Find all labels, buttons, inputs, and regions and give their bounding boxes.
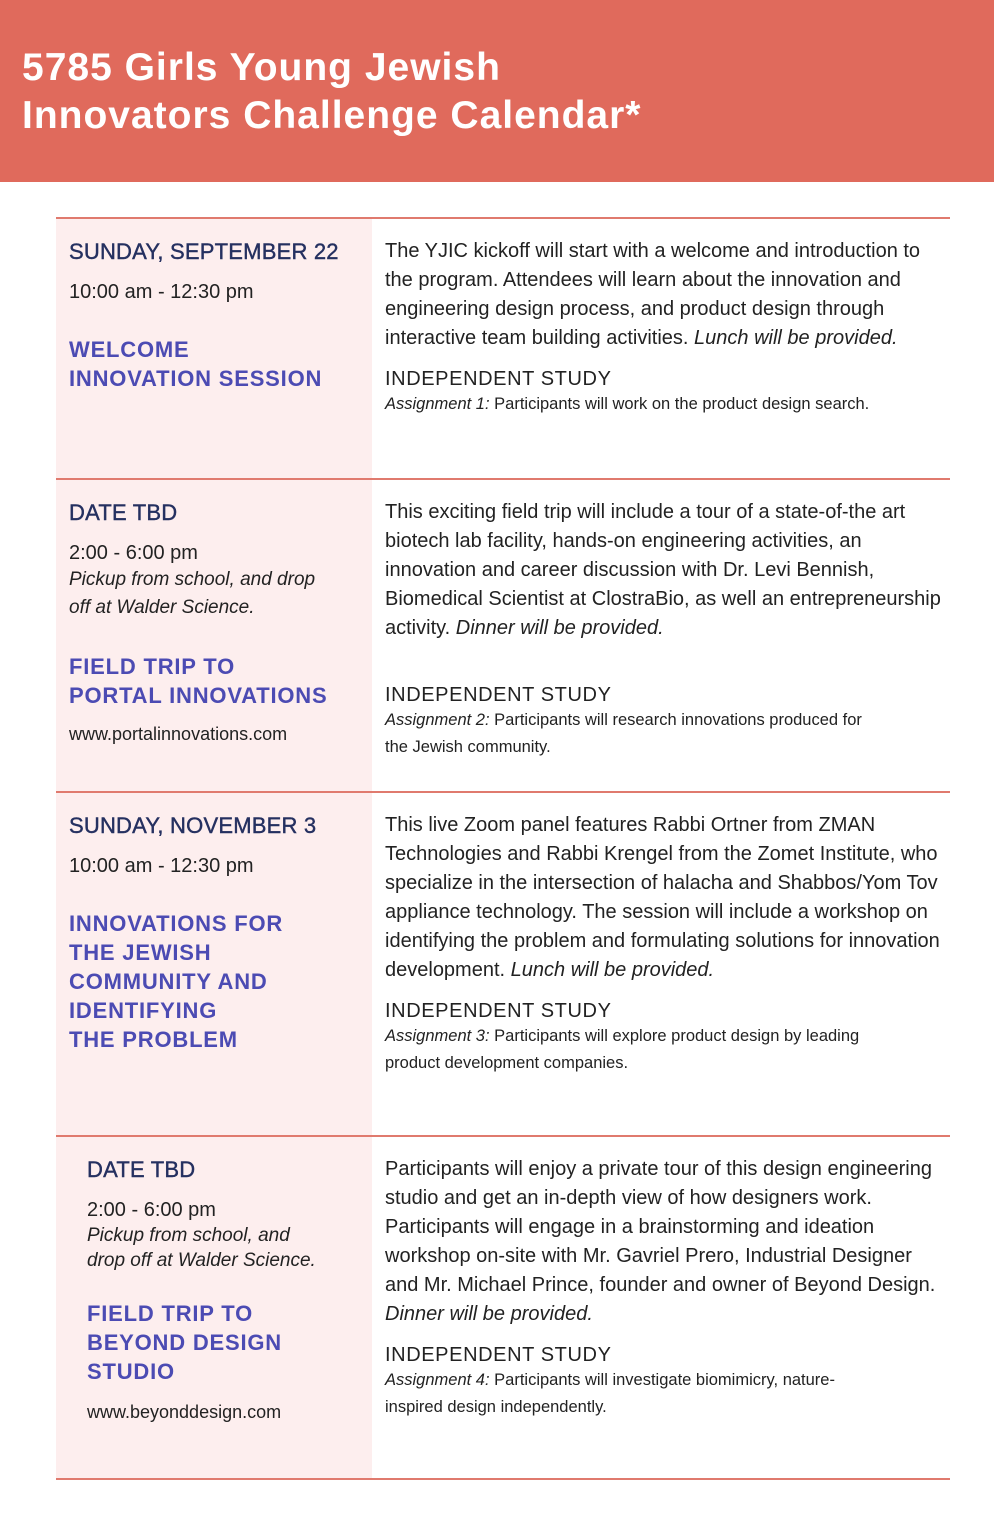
event-3-session-line2: THE JEWISH: [69, 940, 212, 965]
event-2-session-line1: FIELD TRIP TO: [69, 654, 236, 679]
event-4-study-title: INDEPENDENT STUDY: [385, 1344, 612, 1366]
event-2-description: [385, 498, 942, 643]
event-3-session-line3: COMMUNITY AND: [69, 969, 268, 994]
event-4-details: [372, 1137, 950, 1478]
event-2-session-line2: PORTAL INNOVATIONS: [69, 683, 328, 708]
event-3-session-line5: THE PROBLEM: [69, 1027, 238, 1052]
event-1-session-title: [69, 335, 360, 393]
event-4-session-line1: FIELD TRIP TO: [87, 1301, 254, 1326]
event-2-study-title: INDEPENDENT STUDY: [385, 684, 612, 706]
event-4-info: [56, 1137, 372, 1478]
event-2-info: [56, 480, 372, 791]
event-4-pickup: Pickup from school, and drop off at Walder Science.: [87, 1225, 316, 1271]
event-2-details: [372, 480, 950, 791]
event-1-description: [385, 237, 942, 353]
event-row-1: [56, 217, 950, 478]
event-4-url[interactable]: www.beyonddesign.com: [87, 1402, 282, 1422]
event-1-assignment-text: Participants will work on the product design search.: [494, 395, 870, 413]
event-3-meal: Lunch will be provided.: [510, 959, 715, 981]
page-title: [22, 44, 641, 140]
event-4-meal: Dinner will be provided.: [385, 1303, 593, 1325]
event-4-session-line3: STUDIO: [87, 1359, 175, 1384]
event-4-session-line2: BEYOND DESIGN: [87, 1330, 282, 1355]
event-2-assignment-text: Participants will research innovations produced for the Jewish community.: [385, 711, 862, 756]
event-3-session-line4: IDENTIFYING: [69, 998, 218, 1023]
event-2-url[interactable]: www.portalinnovations.com: [69, 724, 288, 744]
event-4-assignment: [385, 1367, 885, 1421]
event-row-3: [56, 791, 950, 1135]
event-3-study-title: INDEPENDENT STUDY: [385, 1000, 612, 1022]
event-3-details: [372, 793, 950, 1135]
event-2-date: DATE TBD: [69, 500, 178, 525]
event-2-session-title: [69, 652, 360, 710]
event-1-time: 10:00 am - 12:30 pm: [69, 281, 254, 303]
event-3-assignment-text: Participants will explore product design by leading product development companies.: [385, 1027, 860, 1072]
event-1-assignment-label: Assignment 1:: [385, 395, 490, 413]
event-row-4: [56, 1135, 950, 1480]
event-1-meal: Lunch will be provided.: [694, 327, 898, 349]
event-3-session-line1: INNOVATIONS FOR: [69, 911, 284, 936]
event-1-date: SUNDAY, SEPTEMBER 22: [69, 239, 339, 264]
event-3-assignment-label: Assignment 3:: [385, 1027, 490, 1045]
event-4-assignment-label: Assignment 4:: [385, 1371, 490, 1389]
event-2-meal: Dinner will be provided.: [455, 617, 664, 639]
event-4-assignment-text: Participants will investigate biomimicry, nature-inspired design independently.: [385, 1371, 835, 1416]
event-3-time: 10:00 am - 12:30 pm: [69, 855, 254, 877]
event-3-assignment: [385, 1023, 905, 1077]
event-1-details: [372, 219, 950, 478]
event-4-description: [385, 1155, 942, 1329]
header-banner: [0, 0, 994, 182]
event-4-date: DATE TBD: [87, 1157, 196, 1182]
event-1-description-text: The YJIC kickoff will start with a welcome and introduction to the program. Attendees will learn about the innovation and engineering design process, and product design through interactive team building activities.: [385, 240, 921, 349]
event-4-description-text: Participants will enjoy a private tour of this design engineering studio and get an in-depth view of how designers work. Participants will engage in a brainstorming and ideation workshop on-site with Mr. Gavriel Prero, Industrial Designer and Mr. Michael Prince, founder and owner of Beyond Design.: [385, 1158, 936, 1296]
event-3-info: [56, 793, 372, 1135]
event-2-pickup: Pickup from school, and drop off at Walder Science.: [69, 569, 316, 618]
event-3-description: [385, 811, 942, 985]
event-3-date: SUNDAY, NOVEMBER 3: [69, 813, 317, 838]
event-2-description-text: This exciting field trip will include a tour of a state-of-the art biotech lab facility, hands-on engineering activities, an innovation and career discussion with Dr. Levi Bennish, Biomedical Scientist at ClostraBio, as well an entrepreneurship activity.: [385, 501, 941, 639]
event-3-session-title: [69, 909, 360, 1054]
event-1-assignment: [385, 391, 942, 418]
page-title-line1: 5785 Girls Young Jewish: [22, 46, 501, 89]
event-1-info: [56, 219, 372, 478]
calendar-table: [56, 217, 950, 1480]
event-1-session-line2: INNOVATION SESSION: [69, 366, 323, 391]
event-1-study-title: INDEPENDENT STUDY: [385, 368, 612, 390]
event-row-2: [56, 478, 950, 791]
event-2-assignment: [385, 707, 865, 761]
event-4-session-title: [87, 1299, 360, 1386]
event-2-time: 2:00 - 6:00 pm: [69, 542, 198, 564]
event-1-session-line1: WELCOME: [69, 337, 190, 362]
event-2-assignment-label: Assignment 2:: [385, 711, 490, 729]
event-4-time: 2:00 - 6:00 pm: [87, 1199, 216, 1221]
event-3-description-text: This live Zoom panel features Rabbi Ortner from ZMAN Technologies and Rabbi Krengel from the Zomet Institute, who specialize in the intersection of halacha and Shabbos/Yom Tov appliance technology. The session will include a workshop on identifying the problem and formulating solutions for innovation development.: [385, 814, 940, 981]
page-title-line2: Innovators Challenge Calendar*: [22, 94, 642, 137]
